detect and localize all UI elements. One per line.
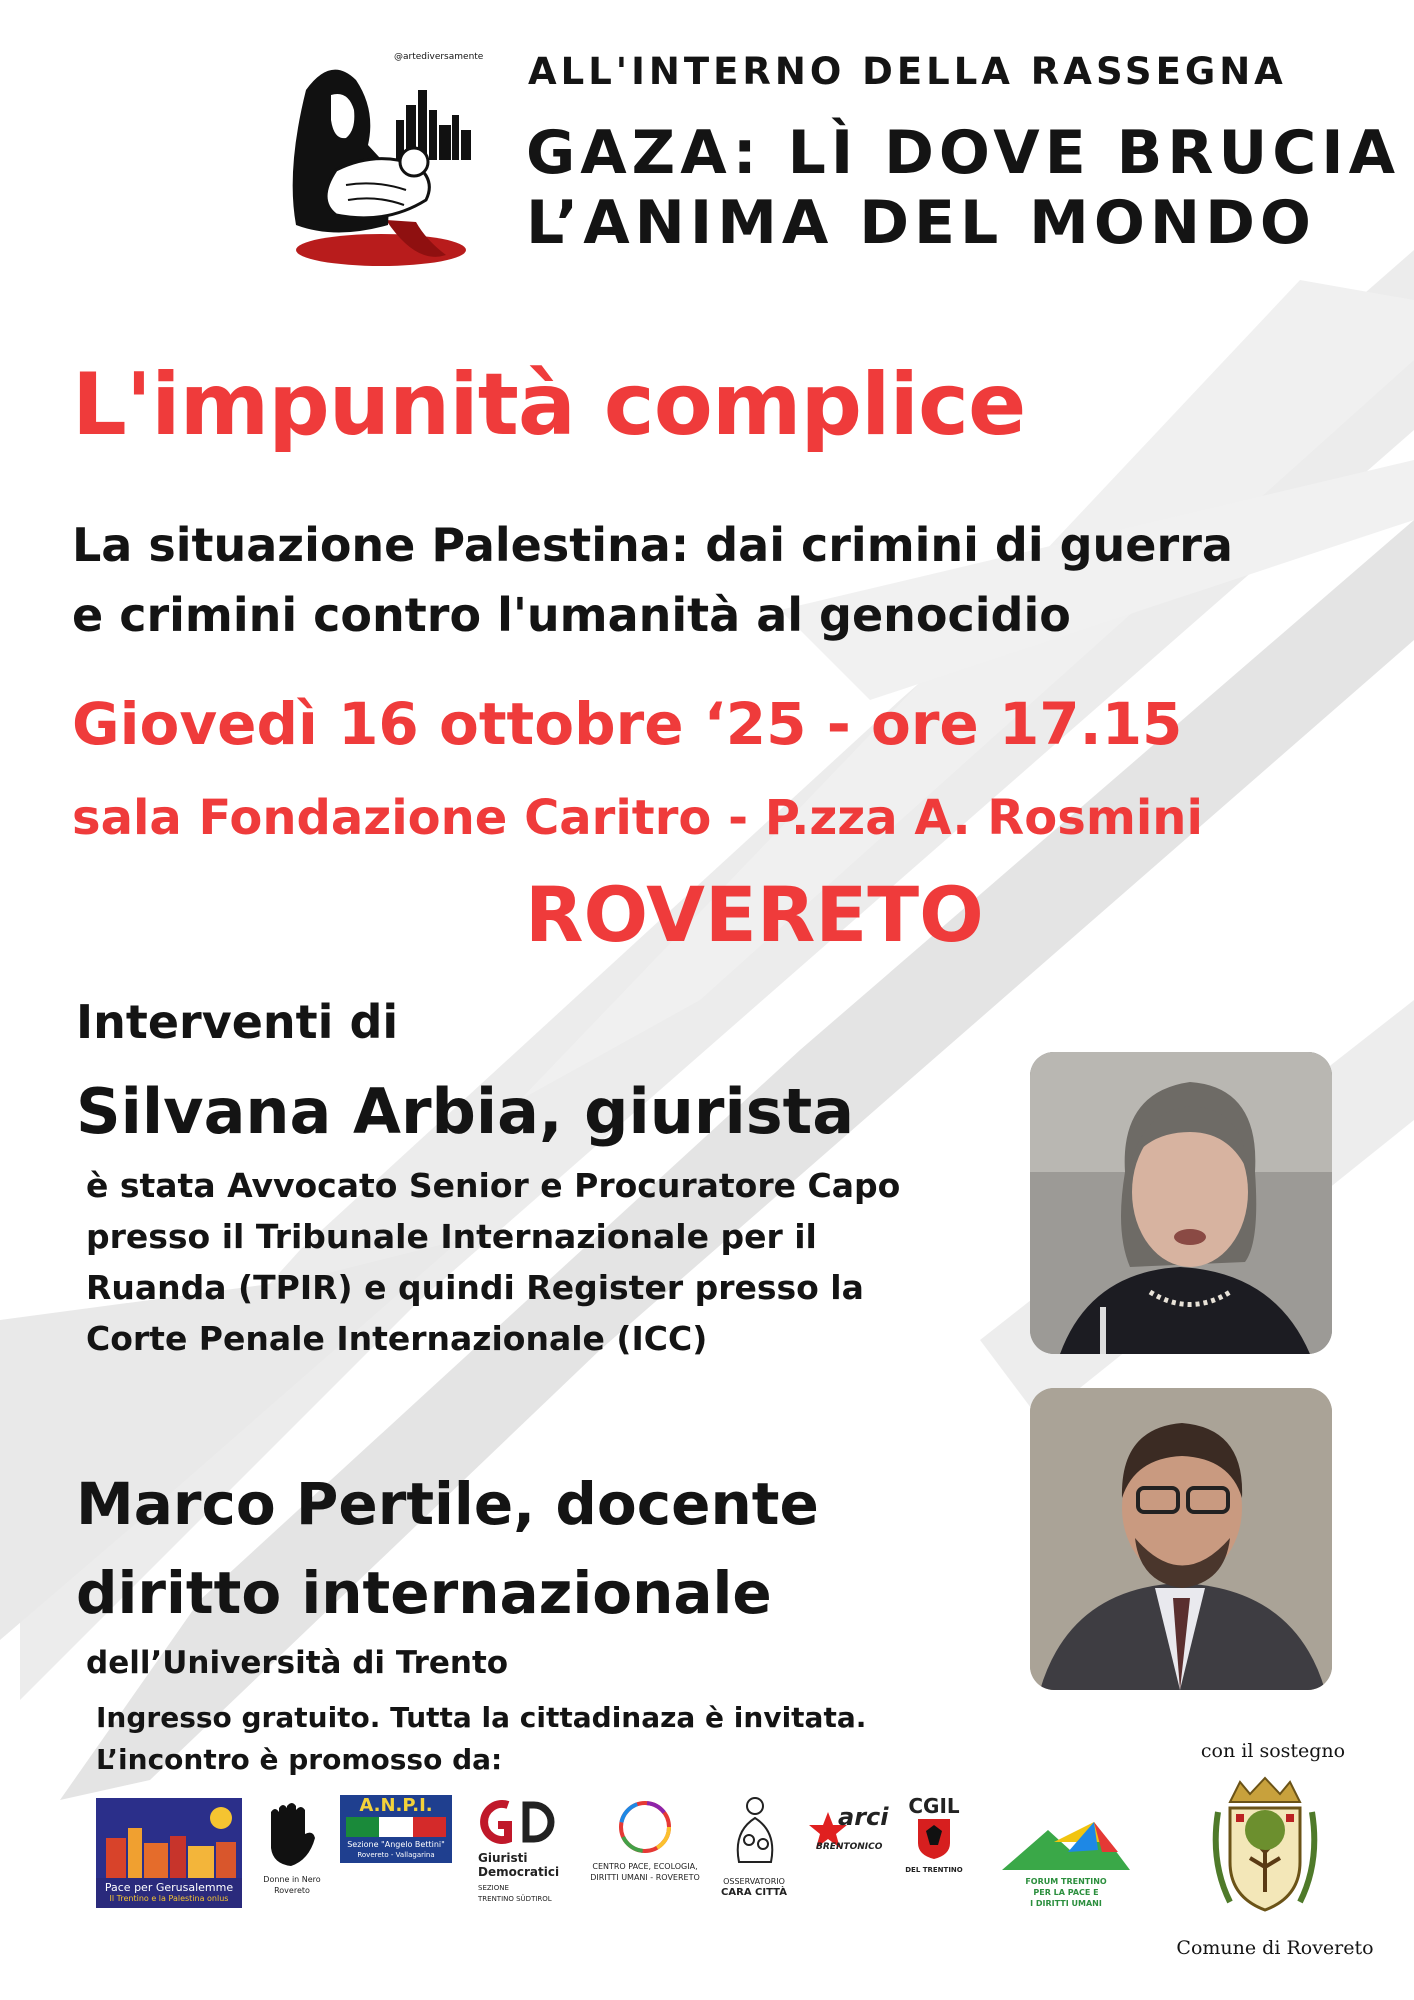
- event-subtitle-line1: La situazione Palestina: dai crimini di guerra: [72, 518, 1233, 572]
- footer-notes: [96, 1697, 866, 1781]
- coat-of-arms-icon: [1200, 1772, 1330, 1922]
- logo-cgil: [902, 1795, 966, 1876]
- pace-gerusalemme-line1: Pace per Gerusalemme: [104, 1881, 234, 1894]
- giuristi-line4: TRENTINO SÜDTIROL: [478, 1895, 552, 1903]
- speaker1-photo: [1030, 1052, 1332, 1354]
- logo-anpi: [340, 1795, 452, 1863]
- centro-pace-line2: DIRITTI UMANI - ROVERETO: [590, 1873, 700, 1882]
- support-label: con il sostegno: [1200, 1740, 1346, 1762]
- promoted-by-text: L’incontro è promosso da:: [96, 1743, 503, 1776]
- donne-nero-line2: Rovereto: [274, 1886, 310, 1895]
- speaker2-name-line1: Marco Pertile, docente: [76, 1470, 819, 1538]
- cgil-line1: CGIL: [908, 1794, 960, 1818]
- rassegna-illustration: [276, 50, 484, 270]
- speaker2-photo: [1030, 1388, 1332, 1690]
- cgil-line2: DEL TRENTINO: [905, 1866, 963, 1874]
- logo-donne-in-nero: [262, 1800, 322, 1896]
- speaker1-bio-line: Ruanda (TPIR) e quindi Register presso la: [86, 1268, 864, 1307]
- event-city: ROVERETO: [525, 870, 984, 959]
- series-title-line1: GAZA: LÌ DOVE BRUCIA: [526, 118, 1401, 188]
- mother-and-child-icon: [276, 50, 476, 270]
- giuristi-line2: Democratici: [478, 1865, 560, 1879]
- speaker1-bio-line: Corte Penale Internazionale (ICC): [86, 1319, 708, 1358]
- speaker1-bio-line: presso il Tribunale Internazionale per il: [86, 1217, 817, 1256]
- hand-icon: [263, 1800, 321, 1870]
- logo-giuristi-democratici: [478, 1797, 568, 1905]
- giuristi-line3: SEZIONE: [478, 1884, 509, 1892]
- event-venue: sala Fondazione Caritro - P.zza A. Rosmini: [72, 790, 1203, 846]
- logo-pace-per-gerusalemme: [96, 1798, 242, 1908]
- mountains-icon: [998, 1812, 1134, 1872]
- anpi-line2: Rovereto - Vallagarina: [357, 1851, 435, 1859]
- anpi-flag: [346, 1817, 446, 1837]
- rainbow-ring-icon: [615, 1797, 675, 1857]
- arci-line1: arci: [838, 1803, 889, 1831]
- speaker1-bio-line: è stata Avvocato Senior e Procuratore Capo: [86, 1166, 901, 1205]
- handle-text: @artediversamente: [394, 52, 484, 62]
- event-subtitle-line2: e crimini contro l'umanità al genocidio: [72, 588, 1071, 642]
- logo-forum-trentino-pace: [996, 1812, 1136, 1909]
- pace-gerusalemme-line2: Il Trentino e la Palestina onlus: [109, 1894, 229, 1903]
- speaker1-name: Silvana Arbia, giurista: [76, 1075, 855, 1148]
- speakers-intro: Interventi di: [76, 995, 399, 1049]
- speaker2-name: [76, 1460, 819, 1638]
- speaker2-name-line2: diritto internazionale: [76, 1559, 772, 1627]
- donne-nero-line1: Donne in Nero: [263, 1875, 321, 1884]
- speaker2-affiliation: dell’Università di Trento: [86, 1645, 509, 1681]
- series-title: [526, 118, 1400, 258]
- forum-line3: I DIRITTI UMANI: [1030, 1899, 1102, 1908]
- event-title: L'impunità complice: [72, 355, 1026, 455]
- series-label: ALL'INTERNO DELLA RASSEGNA: [528, 50, 1287, 93]
- family-drawing-icon: [719, 1792, 789, 1872]
- forum-line2: PER LA PACE E: [1033, 1888, 1099, 1897]
- trentino-shield-icon: [914, 1817, 954, 1861]
- event-subtitle: [72, 510, 1233, 650]
- free-entry-text: Ingresso gratuito. Tutta la cittadinaza è invitata.: [96, 1701, 867, 1734]
- rovereto-coat-of-arms: [1200, 1772, 1330, 1922]
- anpi-line1: Sezione "Angelo Bettini": [347, 1840, 445, 1849]
- osservatorio-line1: OSSERVATORIO: [723, 1877, 785, 1886]
- municipality-name: Comune di Rovereto: [1176, 1937, 1374, 1959]
- speaker1-bio: [86, 1160, 900, 1364]
- giuristi-line1: Giuristi: [478, 1851, 528, 1865]
- anpi-title: A.N.P.I.: [359, 1795, 433, 1816]
- centro-pace-line1: CENTRO PACE, ECOLOGIA,: [592, 1862, 698, 1871]
- series-title-line2: L’ANIMA DEL MONDO: [526, 188, 1316, 258]
- logo-osservatorio-cara-citta: [712, 1792, 796, 1898]
- event-date: Giovedì 16 ottobre ‘25 - ore 17.15: [72, 690, 1183, 758]
- arci-line2: BRENTONICO: [816, 1842, 883, 1852]
- osservatorio-line2: CARA CITTÀ: [721, 1887, 787, 1898]
- logo-centro-pace: [590, 1797, 700, 1883]
- forum-line1: FORUM TRENTINO: [1025, 1877, 1107, 1886]
